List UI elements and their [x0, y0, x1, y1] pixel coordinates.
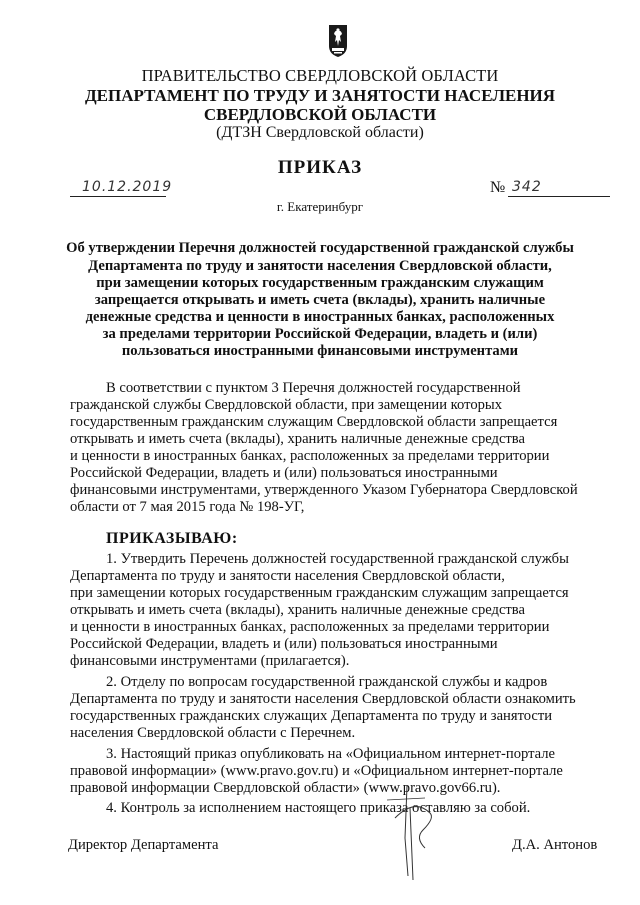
item-line: правовой информации Свердловской области» (www.pravo.gov66.ru).	[70, 780, 501, 796]
item-line: 3. Настоящий приказ опубликовать на «Официальном интернет-портале	[106, 746, 556, 762]
department-name-line2: СВЕРДЛОВСКОЙ ОБЛАСТИ	[203, 105, 437, 124]
date-underline	[70, 196, 166, 197]
number-underline	[508, 196, 610, 197]
government-name: ПРАВИТЕЛЬСТВО СВЕРДЛОВСКОЙ ОБЛАСТИ	[141, 66, 499, 85]
item-line: 4. Контроль за исполнением настоящего приказа оставляю за собой.	[106, 800, 531, 816]
title-line: запрещается открывать и иметь счета (вклады), хранить наличные	[94, 292, 546, 308]
preamble-line: открывать и иметь счета (вклады), хранить наличные денежные средства	[70, 431, 525, 447]
preamble-line: Российской Федерации, владеть и (или) пользоваться иностранными	[70, 465, 498, 481]
city: г. Екатеринбург	[276, 199, 364, 214]
item-line: Департамента по труду и занятости населения Свердловской области,	[70, 568, 505, 584]
preamble-line: финансовыми инструментами, утвержденного Указом Губернатора Свердловской	[70, 482, 578, 498]
item-line: и ценности в иностранных банках, расположенных за пределами территории	[70, 619, 550, 635]
title-line: при замещении которых государственным гражданским служащим	[96, 275, 544, 291]
title-line: за пределами территории Российской Федерации, владеть и (или)	[102, 326, 538, 342]
preamble-line: области от 7 мая 2015 года № 198-УГ,	[70, 499, 305, 515]
title-line: Об утверждении Перечня должностей государственной гражданской службы	[66, 240, 574, 256]
item-line: населения Свердловской области с Перечнем.	[70, 725, 356, 741]
title-line: пользоваться иностранными финансовыми инструментами	[121, 343, 519, 359]
item-line: Российской Федерации, владеть и (или) пользоваться иностранными	[70, 636, 498, 652]
item-line: при замещении которых государственным гражданским служащим запрещается	[70, 585, 569, 601]
signature-name: Д.А. Антонов	[512, 837, 598, 853]
department-name-line1: ДЕПАРТАМЕНТ ПО ТРУДУ И ЗАНЯТОСТИ НАСЕЛЕНИЯ	[84, 86, 556, 105]
decree-word: ПРИКАЗЫВАЮ:	[106, 530, 238, 547]
order-heading: ПРИКАЗ	[277, 157, 363, 178]
item-line: государственных гражданских служащих Департамента по труду и занятости	[70, 708, 553, 724]
item-line: Департамента по труду и занятости населения Свердловской области ознакомить	[70, 691, 576, 707]
item-line: финансовыми инструментами (прилагается).	[70, 653, 350, 669]
preamble-line: и ценности в иностранных банках, расположенных за пределами территории	[70, 448, 550, 464]
item-line: открывать и иметь счета (вклады), хранить наличные денежные средства	[70, 602, 525, 618]
item-line: 1. Утвердить Перечень должностей государственной гражданской службы	[106, 551, 569, 567]
item-line: 2. Отделу по вопросам государственной гражданской службы и кадров	[106, 674, 548, 690]
department-abbreviation: (ДТЗН Свердловской области)	[216, 124, 424, 141]
title-line: Департамента по труду и занятости населения Свердловской области,	[88, 258, 552, 274]
order-number: 342	[512, 179, 542, 195]
signature-position: Директор Департамента	[68, 837, 219, 853]
title-line: денежные средства и ценности в иностранных банках, расположенных	[85, 309, 555, 325]
order-number-label: №	[490, 179, 506, 196]
order-date: 10.12.2019	[82, 179, 173, 195]
preamble-line: государственным гражданским служащим Свердловской области запрещается	[70, 414, 558, 430]
item-line: правовой информации» (www.pravo.gov.ru) и «Официальном интернет-портале	[70, 763, 563, 779]
preamble-line: гражданской службы Свердловской области, при замещении которых	[70, 397, 503, 413]
preamble-line: В соответствии с пунктом 3 Перечня должностей государственной	[106, 380, 521, 396]
coat-of-arms-icon	[326, 24, 350, 58]
handwritten-signature-icon	[385, 778, 495, 883]
